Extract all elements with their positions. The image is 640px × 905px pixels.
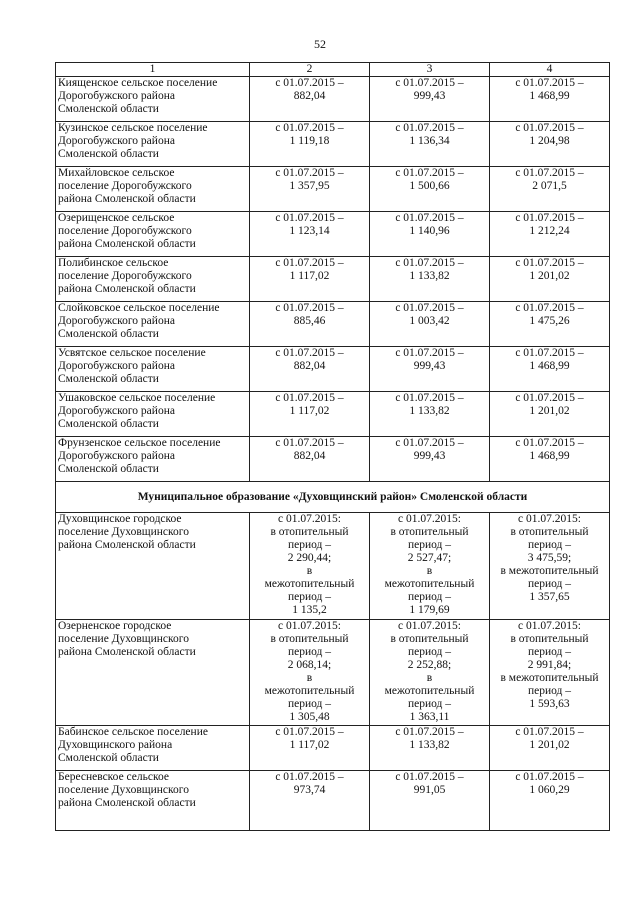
value-col-2: с 01.07.2015 – 1 117,02	[250, 392, 370, 437]
value-col-3: с 01.07.2015 – 1 140,96	[370, 212, 490, 257]
value-col-2: с 01.07.2015: в отопительный период – 2 068,14; в межотопительный период – 1 305,48	[250, 620, 370, 726]
value-col-3: с 01.07.2015 – 999,43	[370, 77, 490, 122]
value-col-3: с 01.07.2015 – 1 133,82	[370, 392, 490, 437]
header-cell-4: 4	[490, 63, 610, 77]
value-col-3: с 01.07.2015: в отопительный период – 2 527,47; в межотопительный период – 1 179,69	[370, 513, 490, 620]
table-row	[56, 392, 610, 437]
settlement-name: Киященское сельское поселение Дорогобужского района Смоленской области	[56, 77, 250, 122]
value-col-3: с 01.07.2015 – 999,43	[370, 347, 490, 392]
settlement-name: Полибинское сельское поселение Дорогобужского района Смоленской области	[56, 257, 250, 302]
header-row	[56, 63, 610, 77]
table-row	[56, 437, 610, 482]
value-col-2: с 01.07.2015 – 1 123,14	[250, 212, 370, 257]
settlement-name: Ушаковское сельское поселение Дорогобужского района Смоленской области	[56, 392, 250, 437]
value-col-3: с 01.07.2015 – 1 133,82	[370, 726, 490, 771]
value-col-3: с 01.07.2015 – 991,05	[370, 771, 490, 831]
value-col-3: с 01.07.2015 – 1 500,66	[370, 167, 490, 212]
value-col-3: с 01.07.2015 – 1 003,42	[370, 302, 490, 347]
value-col-4: с 01.07.2015: в отопительный период – 2 991,84; в межотопительный период – 1 593,63	[490, 620, 610, 726]
section-title: Муниципальное образование «Духовщинский район» Смоленской области	[56, 482, 610, 513]
table-row	[56, 620, 610, 726]
table-row	[56, 726, 610, 771]
value-col-4: с 01.07.2015 – 2 071,5	[490, 167, 610, 212]
value-col-2: с 01.07.2015 – 1 357,95	[250, 167, 370, 212]
value-col-2: с 01.07.2015 – 882,04	[250, 437, 370, 482]
settlement-name: Бабинское сельское поселение Духовщинского района Смоленской области	[56, 726, 250, 771]
value-col-2: с 01.07.2015 – 1 117,02	[250, 726, 370, 771]
value-col-4: с 01.07.2015 – 1 060,29	[490, 771, 610, 831]
header-cell-3: 3	[370, 63, 490, 77]
table-row	[56, 347, 610, 392]
settlement-name: Озерненское городское поселение Духовщинского района Смоленской области	[56, 620, 250, 726]
value-col-2: с 01.07.2015 – 882,04	[250, 347, 370, 392]
value-col-4: с 01.07.2015 – 1 468,99	[490, 437, 610, 482]
value-col-4: с 01.07.2015 – 1 201,02	[490, 726, 610, 771]
value-col-4: с 01.07.2015 – 1 204,98	[490, 122, 610, 167]
value-col-4: с 01.07.2015: в отопительный период – 3 475,59; в межотопительный период – 1 357,65	[490, 513, 610, 620]
settlement-name: Кузинское сельское поселение Дорогобужского района Смоленской области	[56, 122, 250, 167]
settlement-name: Духовщинское городское поселение Духовщинского района Смоленской области	[56, 513, 250, 620]
table-row	[56, 122, 610, 167]
value-col-4: с 01.07.2015 – 1 468,99	[490, 347, 610, 392]
value-col-3: с 01.07.2015: в отопительный период – 2 252,88; в межотопительный период – 1 363,11	[370, 620, 490, 726]
settlement-name: Озерищенское сельское поселение Дорогобужского района Смоленской области	[56, 212, 250, 257]
table-row	[56, 167, 610, 212]
value-col-2: с 01.07.2015: в отопительный период – 2 290,44; в межотопительный период – 1 135,2	[250, 513, 370, 620]
table-row	[56, 257, 610, 302]
settlement-name: Бересневское сельское поселение Духовщинского района Смоленской области	[56, 771, 250, 831]
value-col-4: с 01.07.2015 – 1 201,02	[490, 257, 610, 302]
header-cell-1: 1	[56, 63, 250, 77]
tariff-table	[55, 62, 610, 831]
value-col-4: с 01.07.2015 – 1 201,02	[490, 392, 610, 437]
table-row	[56, 77, 610, 122]
value-col-2: с 01.07.2015 – 1 117,02	[250, 257, 370, 302]
table-row	[56, 771, 610, 831]
value-col-2: с 01.07.2015 – 882,04	[250, 77, 370, 122]
table-row	[56, 513, 610, 620]
header-cell-2: 2	[250, 63, 370, 77]
page-number: 52	[314, 37, 326, 51]
value-col-2: с 01.07.2015 – 885,46	[250, 302, 370, 347]
value-col-3: с 01.07.2015 – 999,43	[370, 437, 490, 482]
table-row	[56, 302, 610, 347]
settlement-name: Фрунзенское сельское поселение Дорогобужского района Смоленской области	[56, 437, 250, 482]
value-col-4: с 01.07.2015 – 1 475,26	[490, 302, 610, 347]
table-row	[56, 212, 610, 257]
value-col-4: с 01.07.2015 – 1 468,99	[490, 77, 610, 122]
settlement-name: Слойковское сельское поселение Дорогобужского района Смоленской области	[56, 302, 250, 347]
value-col-2: с 01.07.2015 – 1 119,18	[250, 122, 370, 167]
value-col-3: с 01.07.2015 – 1 133,82	[370, 257, 490, 302]
settlement-name: Усвятское сельское поселение Дорогобужского района Смоленской области	[56, 347, 250, 392]
section-row	[56, 482, 610, 513]
value-col-4: с 01.07.2015 – 1 212,24	[490, 212, 610, 257]
value-col-2: с 01.07.2015 – 973,74	[250, 771, 370, 831]
value-col-3: с 01.07.2015 – 1 136,34	[370, 122, 490, 167]
settlement-name: Михайловское сельское поселение Дорогобужского района Смоленской области	[56, 167, 250, 212]
